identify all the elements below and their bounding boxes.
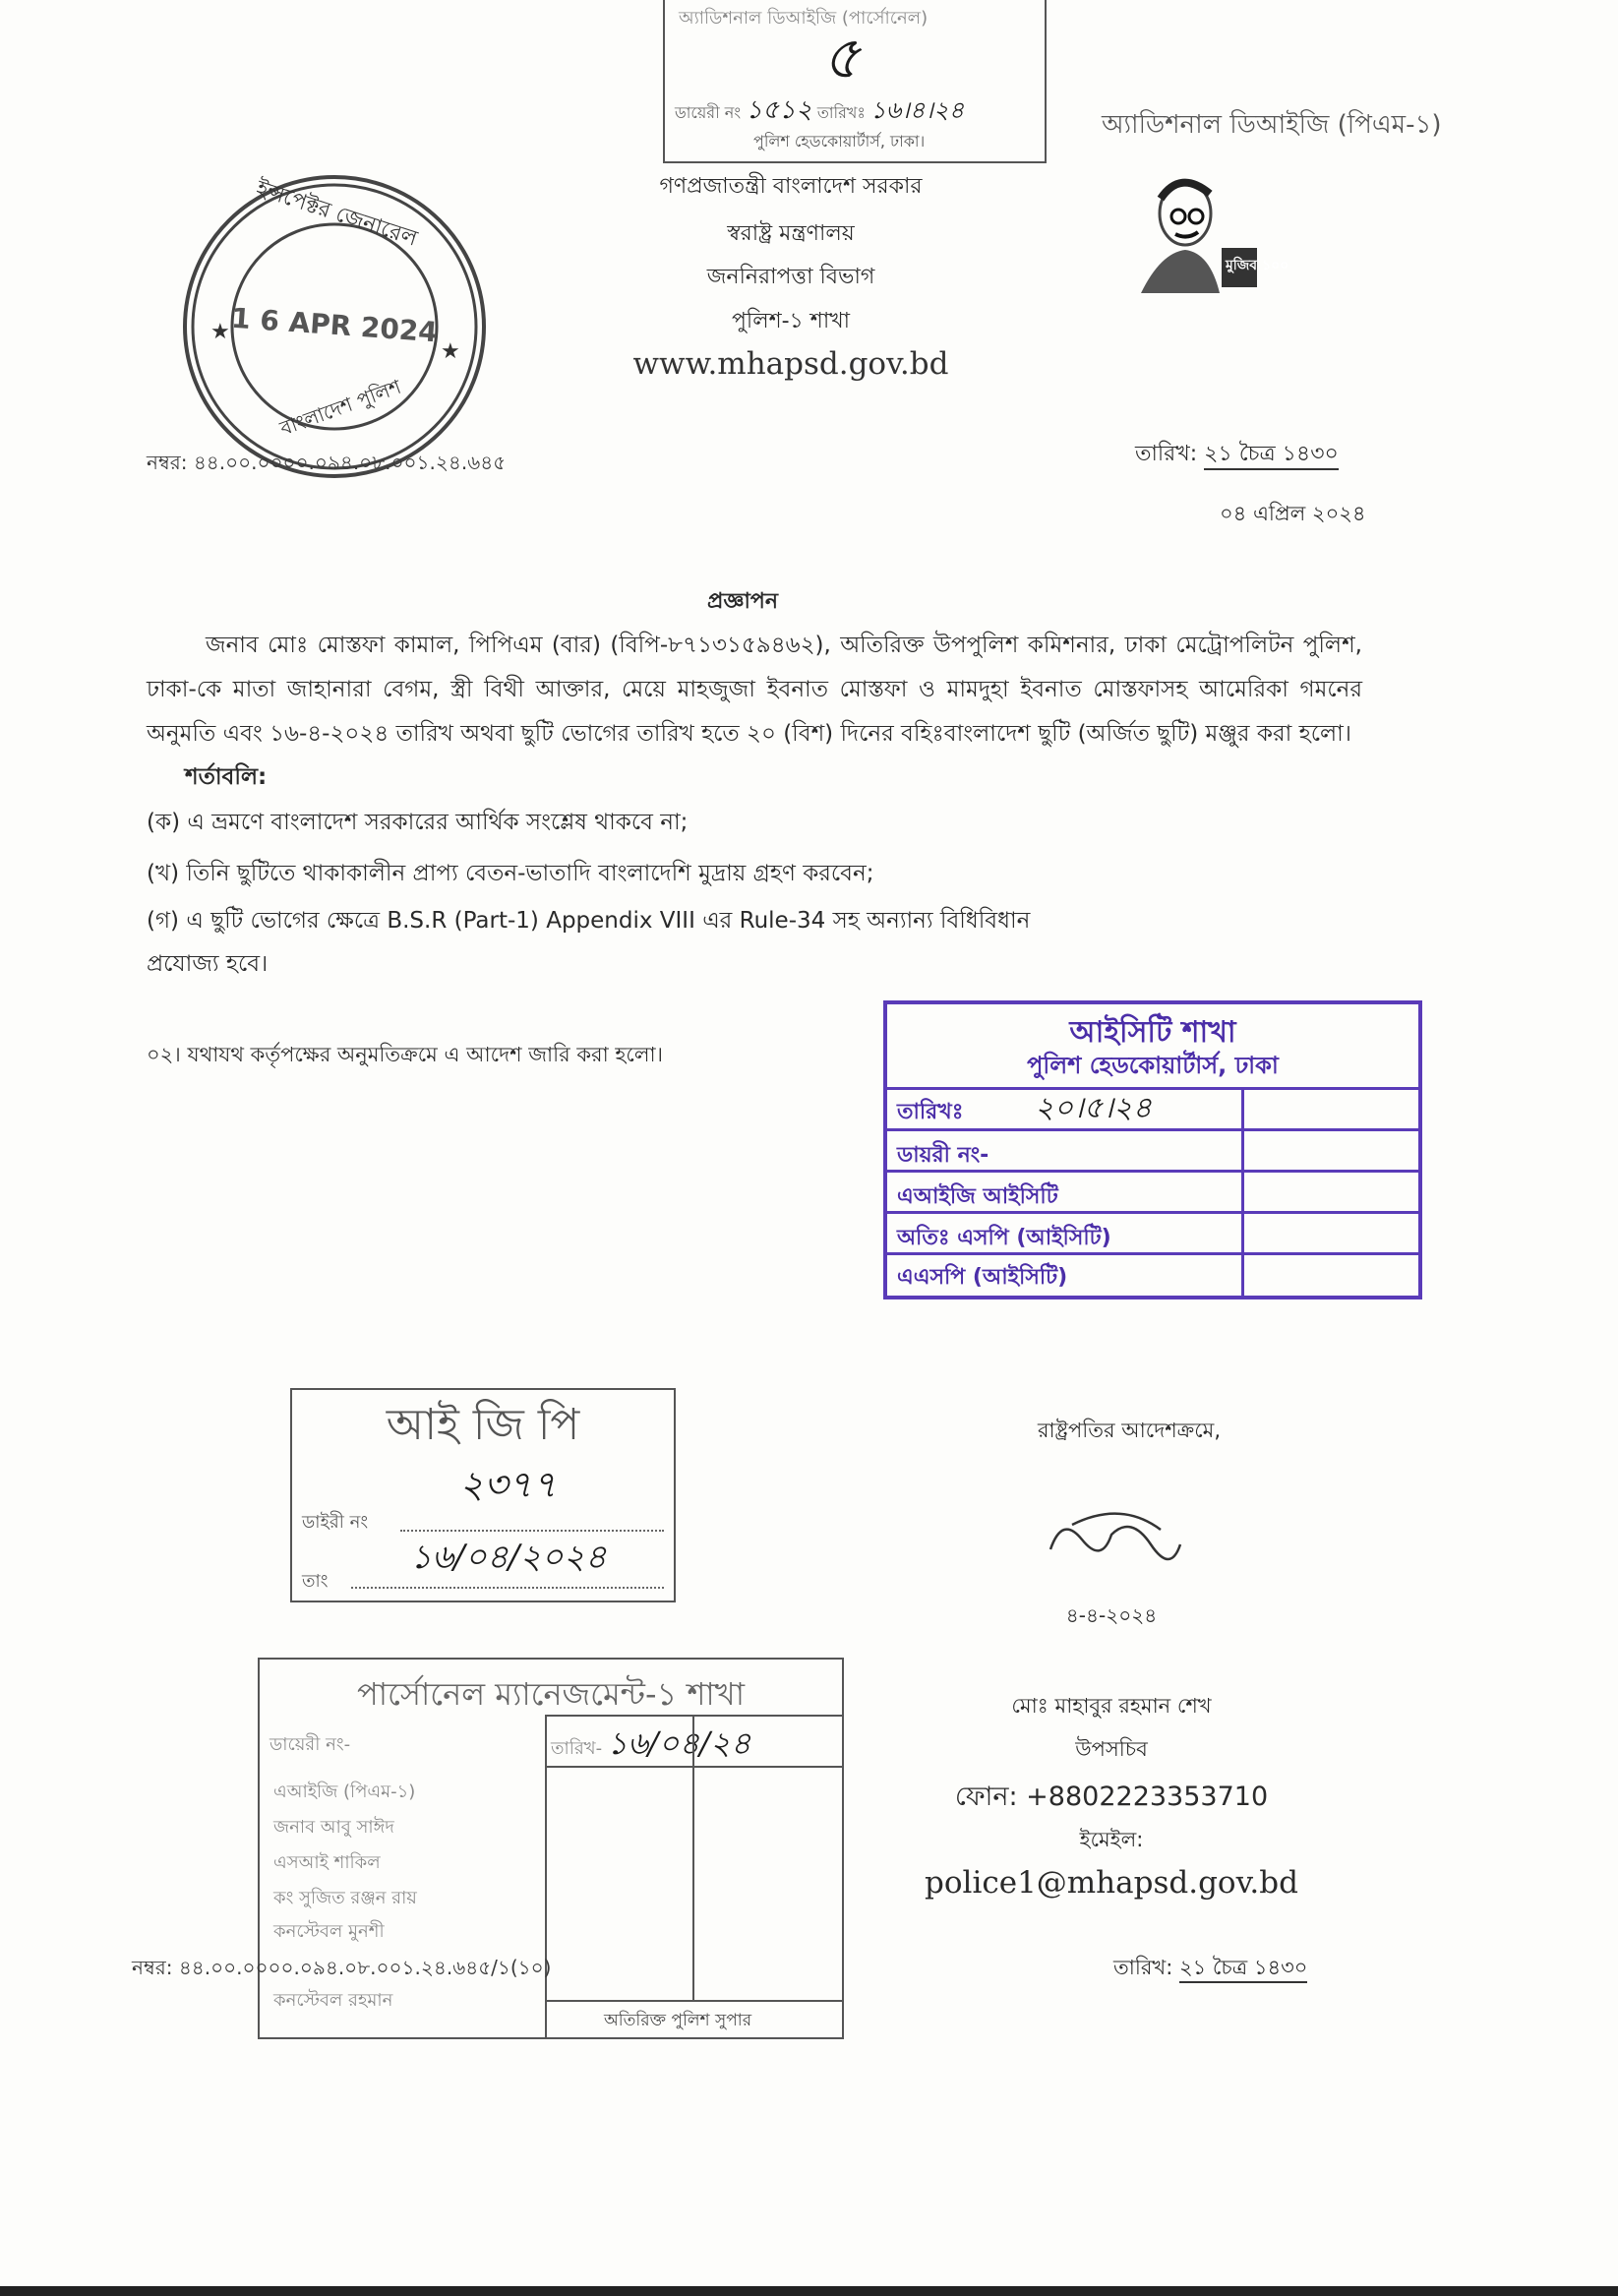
pm-title: পার্সোনেল ম্যানেজমেন্ট-১ শাখা: [357, 1675, 745, 1713]
igp-diary-label: ডাইরী নং: [302, 1512, 369, 1533]
govt-name: গণপ্রজাতন্ত্রী বাংলাদেশ সরকার: [659, 174, 923, 199]
stamp-diary: [675, 94, 964, 129]
division-name: জননিরাপত্তা বিভাগ: [706, 265, 875, 289]
diary-no: ১৫১২: [746, 95, 812, 125]
stamp-mark: ৫: [822, 24, 861, 92]
memo-number-2: নম্বর: ৪৪.০০.০০০০.০৯৪.০৮.০০১.২৪.৬৪৫/১(১০): [132, 1956, 552, 1979]
body-paragraph: জনাব মোঃ মোস্তফা কামাল, পিপিএম (বার) (বিপি-৮৭১৩১৫৯৪৬২), অতিরিক্ত উপপুলিশ কমিশনার, ঢাকা মেট্রোপলিটন পুলিশ, ঢাকা-কে মাতা জাহানারা বেগম, স্ত্রী বিথী আক্তার, মেয়ে মাহজুজা ইবনাত মোস্তফা ও মামদুহা ইবনাত মোস্তফাসহ আমেরিকা গমনের অনুমতি এবং ১৬-৪-২০২৪ তারিখ অথবা ছুটি ভোগের তারিখ হতে ২০ (বিশ) দিনের বহিঃবাংলাদেশ ছুটি (অর্জিত ছুটি) মঞ্জুর করা হলো।: [147, 633, 1362, 747]
date-block-2: [1113, 1952, 1307, 1986]
date-label-2: তারিখ:: [1113, 1956, 1173, 1979]
ict-title: আইসিটি শাখা: [1069, 1015, 1236, 1050]
pm-date-cell: [551, 1719, 750, 1772]
svg-text:★: ★: [210, 320, 230, 344]
scan-edge: [0, 2286, 1618, 2296]
pm-diary-label: ডায়েরী নং-: [270, 1734, 351, 1755]
signatory-email: police1@mhapsd.gov.bd: [925, 1865, 1298, 1901]
condition-item: প্রযোজ্য হবে।: [147, 951, 269, 977]
svg-text:★: ★: [441, 339, 460, 364]
signatory-name: মোঃ মাহাবুর রহমান শেখ: [1011, 1694, 1212, 1718]
date-english: ০৪ এপ্রিল ২০২৪: [1220, 502, 1366, 525]
pm-row: এসআই শাকিল: [273, 1852, 381, 1873]
ict-row: অতিঃ এসপি (আইসিটি): [897, 1226, 1111, 1250]
pm-row: কনস্টেবল রহমান: [273, 1990, 393, 2011]
condition-item: (গ) এ ছুটি ভোগের ক্ষেত্রে B.S.R (Part-1) Appendix VIII এর Rule-34 সহ অন্যান্য বিধিবিধান: [147, 908, 1031, 934]
signatory-designation: উপসচিব: [1075, 1737, 1148, 1761]
ict-row: এআইজি আইসিটি: [897, 1184, 1058, 1209]
pm-row: এআইজি (পিএম-১): [273, 1782, 416, 1802]
ict-row: এএসপি (আইসিটি): [897, 1265, 1068, 1290]
pm-date-label: তারিখ-: [551, 1738, 603, 1759]
diary-label: ডায়েরী নং: [675, 103, 742, 122]
para-2: ০২। যথাযথ কর্তৃপক্ষের অনুমতিক্রমে এ আদেশ জারি করা হলো।: [147, 1043, 664, 1066]
igp-date: ১৬/০৪/২০২৪: [410, 1538, 607, 1577]
mujib100-logo: মুজিব ১০০: [1226, 258, 1289, 273]
seal-top-text: ইন্সপেক্টর জেনারেল: [253, 176, 421, 252]
signatory-phone: ফোন: +8802223353710: [954, 1782, 1269, 1812]
stamp-header: অ্যাডিশনাল ডিআইজি (পার্সোনেল): [679, 8, 929, 29]
date-bangla: ২১ চৈত্র ১৪৩০: [1204, 442, 1339, 470]
ict-row: তারিখঃ: [897, 1100, 964, 1124]
personnel-management-stamp: [258, 1658, 844, 2039]
condition-item: (ক) এ ভ্রমণে বাংলাদেশ সরকারের আর্থিক সংশ্লেষ থাকবে না;: [147, 810, 689, 835]
condition-item: (খ) তিনি ছুটিতে থাকাকালীন প্রাপ্য বেতন-ভাতাদি বাংলাদেশি মুদ্রায় গ্রহণ করবেন;: [147, 861, 874, 886]
signature-icon: [1043, 1505, 1190, 1574]
date-label: তারিখঃ: [816, 103, 866, 122]
stamp-office: পুলিশ হেডকোয়ার্টার্স, ঢাকা।: [753, 132, 926, 151]
notification-title: প্রজ্ঞাপন: [707, 589, 778, 614]
portrait-logo: [1131, 169, 1294, 293]
email-label: ইমেইল:: [1079, 1828, 1144, 1851]
branch-name: পুলিশ-১ শাখা: [731, 309, 851, 333]
round-seal: [179, 171, 490, 482]
stamp-date: ১৬।৪।২৪: [870, 96, 965, 124]
pm-footer: অতিরিক্ত পুলিশ সুপার: [604, 2011, 752, 2030]
date-label: তারিখ:: [1135, 442, 1198, 466]
by-order: রাষ্ট্রপতির আদেশক্রমে,: [1038, 1419, 1221, 1442]
received-stamp: [663, 0, 1047, 163]
date-block: [1135, 437, 1339, 473]
pm-row: কনস্টেবল মুনশী: [273, 1921, 385, 1942]
seal-date: 1 6 APR 2024: [230, 301, 439, 349]
ict-subtitle: পুলিশ হেডকোয়ার্টার্স, ঢাকা: [1027, 1052, 1279, 1079]
ministry-name: স্বরাষ্ট্র মন্ত্রণালয়: [727, 221, 855, 246]
ict-handwritten-date: ২০।৫।২৪: [1035, 1091, 1152, 1125]
signature: [1043, 1505, 1190, 1578]
website: www.mhapsd.gov.bd: [632, 346, 949, 382]
addl-dig-note: অ্যাডিশনাল ডিআইজি (পিএম-১): [1102, 110, 1442, 140]
seal-bottom-text: বাংলাদেশ পুলিশ: [276, 374, 404, 441]
memo-number: নম্বর: ৪৪.০০.০০০০.০৯৪.০৮.০০১.২৪.৬৪৫: [147, 451, 507, 474]
ict-row: ডায়রী নং-: [897, 1143, 989, 1168]
igp-stamp: [290, 1388, 676, 1602]
ict-branch-stamp: [883, 1000, 1422, 1299]
date-bangla-2: ২১ চৈত্র ১৪৩০: [1179, 1956, 1307, 1983]
conditions-title: শর্তাবলি:: [185, 764, 268, 790]
pm-date: ১৬/০৪/২৪: [607, 1724, 751, 1762]
igp-diary-no: ২৩৭৭: [459, 1463, 557, 1506]
sign-date: ৪-৪-২০২৪: [1065, 1603, 1158, 1627]
igp-date-label: তাং: [302, 1571, 329, 1592]
igp-title: আই জি পি: [386, 1400, 580, 1450]
pm-row: কং সুজিত রঞ্জন রায়: [273, 1888, 417, 1908]
pm-row: জনাব আবু সাঈদ: [273, 1817, 394, 1838]
